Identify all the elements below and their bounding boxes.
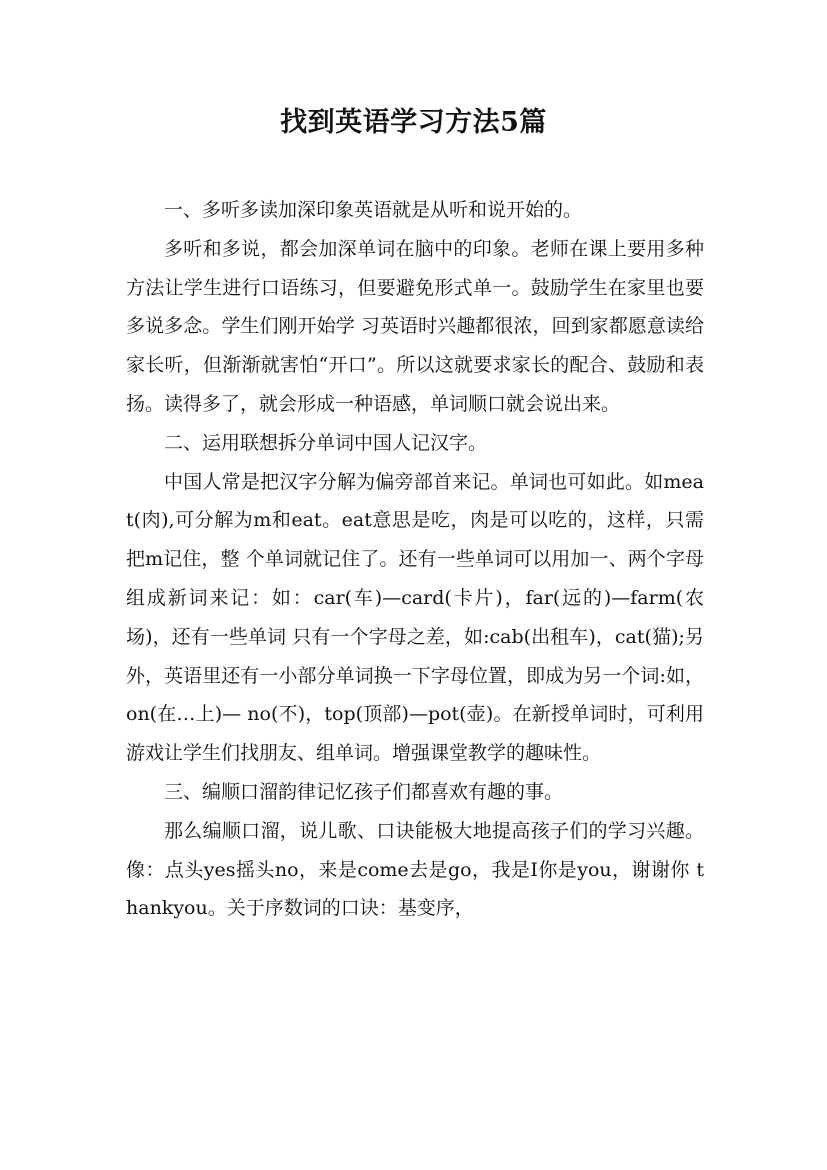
section-heading-1: 一、多听多读加深印象英语就是从听和说开始的。 [164, 199, 583, 221]
document-title: 找到英语学习方法5篇 [280, 107, 547, 138]
paragraph-1: 多听和多说，都会加深单词在脑中的印象。老师在课上要用多种方法让学生进行口语练习，但要避免形式单一。鼓励学生在家里也要多说多念。学生们刚开始学 习英语时兴趣都很浓，回到家都愿意读给家长听，但渐渐就害怕“开口”。所以这就要求家长的配合、鼓励和表扬。读得多了，就会形成一种语感，单词顺口就会说出来。 [126, 237, 704, 415]
paragraph-2: 中国人常是把汉字分解为偏旁部首来记。单词也可如此。如meat(肉),可分解为m和eat。eat意思是吃，肉是可以吃的，这样，只需把m记住，整 个单词就记住了。还有一些单词可以用加一、两个字母组成新词来记：如：car(车)—card(卡片)，far(远的)—farm(农场)，还有一些单词 只有一个字母之差，如:cab(出租车)，cat(猫);另外，英语里还有一小部分单词换一下字母位置，即成为另一个词:如，on(在…上)— no(不)，top(顶部)—pot(壶)。在新授单词时，可利用游戏让学生们找朋友、组单词。增强课堂教学的趣味性。 [126, 470, 704, 765]
paragraph-3: 那么编顺口溜，说儿歌、口诀能极大地提高孩子们的学习兴趣。像：点头yes摇头no，来是come去是go，我是I你是you，谢谢你 thankyou。关于序数词的口诀：基变序， [126, 819, 704, 920]
section-heading-3: 三、编顺口溜韵律记忆孩子们都喜欢有趣的事。 [164, 780, 564, 803]
document-body [126, 191, 704, 928]
section-heading-2: 二、运用联想拆分单词中国人记汉字。 [164, 431, 488, 454]
